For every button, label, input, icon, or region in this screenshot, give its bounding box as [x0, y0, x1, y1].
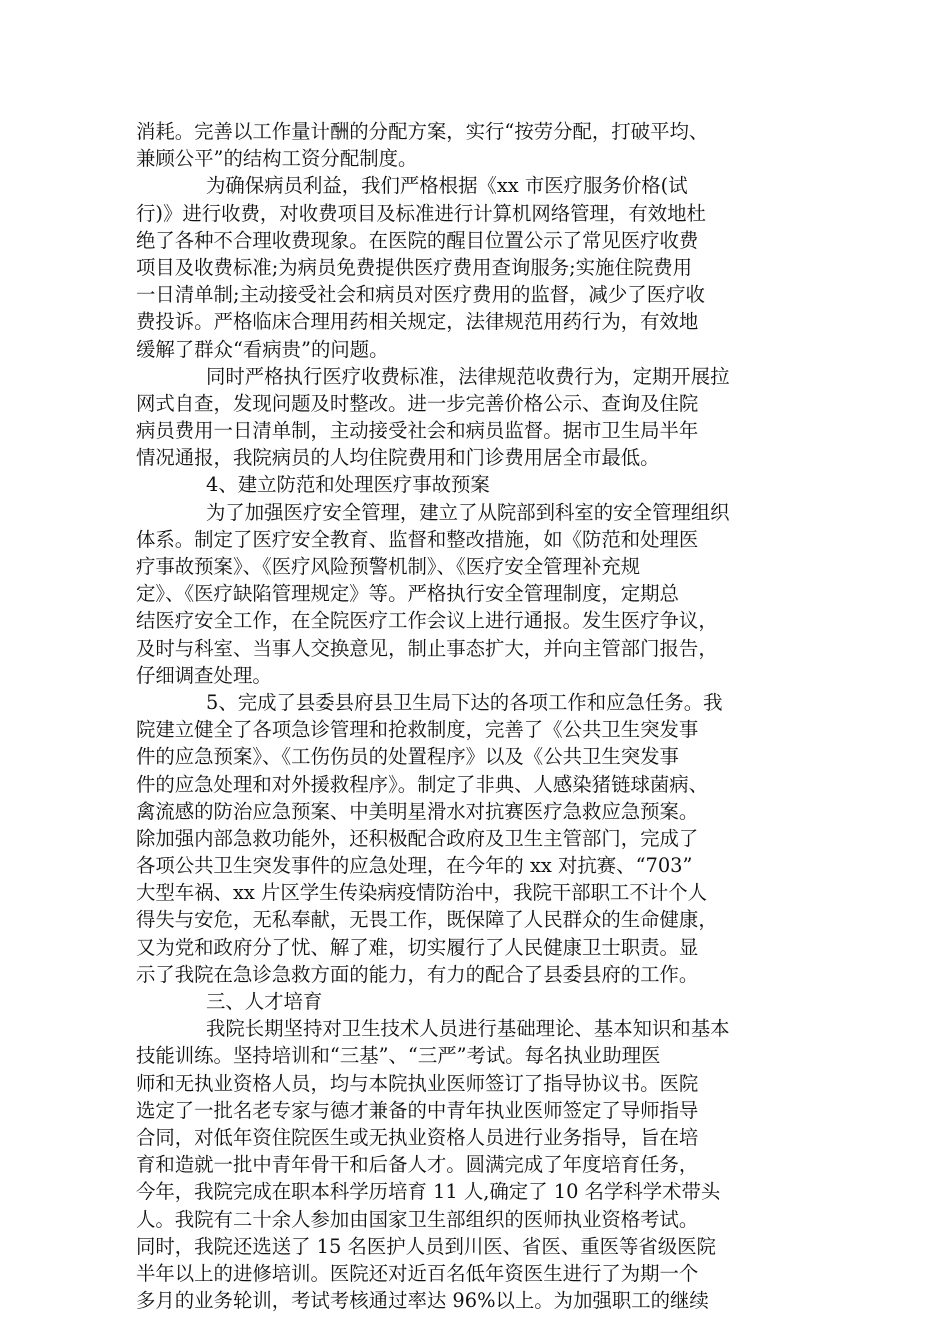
text-line: 仔细调查处理。: [136, 663, 272, 687]
text-line: 为了加强医疗安全管理，建立了从院部到科室的安全管理组织: [206, 500, 730, 524]
text-line: 合同，对低年资住院医生或无执业资格人员进行业务指导，旨在培: [136, 1125, 699, 1149]
text-line: 又为党和政府分了忧、解了难，切实履行了人民健康卫士职责。显: [136, 935, 699, 959]
text-line: 育和造就一批中青年骨干和后备人才。圆满完成了年度培育任务，: [136, 1153, 699, 1177]
text-line: 及时与科室、当事人交换意见，制止事态扩大，并向主管部门报告，: [136, 636, 718, 660]
text-line: 三、人才培育: [206, 990, 323, 1013]
text-line: 半年以上的进修培训。医院还对近百名低年资医生进行了为期一个: [136, 1261, 699, 1285]
text-line: 为确保病员利益，我们严格根据《xx 市医疗服务价格(试: [206, 174, 688, 198]
text-line: 4、建立防范和处理医疗事故预案: [206, 473, 490, 497]
text-line: 项目及收费标准;为病员免费提供医疗费用查询服务;实施住院费用: [136, 255, 693, 279]
text-line: 消耗。完善以工作量计酬的分配方案，实行“按劳分配，打破平均、: [136, 120, 709, 143]
text-line: 缓解了群众“看病贵”的问题。: [136, 337, 389, 361]
text-line: 一日清单制;主动接受社会和病员对医疗费用的监督，减少了医疗收: [136, 283, 705, 307]
document-body: [136, 118, 816, 1314]
text-line: 绝了各种不合理收费现象。在医院的醒目位置公示了常见医疗收费: [136, 228, 699, 252]
text-line: 病员费用一日清单制，主动接受社会和病员监督。据市卫生局半年: [136, 419, 699, 443]
text-line: 各项公共卫生突发事件的应急处理，在今年的 xx 对抗赛、“703”: [136, 854, 693, 878]
text-line: 行)》进行收费，对收费项目及标准进行计算机网络管理，有效地杜: [136, 201, 706, 225]
text-line: 网式自查，发现问题及时整改。进一步完善价格公示、查询及住院: [136, 391, 699, 415]
text-line: 费投诉。严格临床合理用药相关规定，法律规范用药行为，有效地: [136, 310, 699, 334]
text-line: 5、完成了县委县府县卫生局下达的各项工作和应急任务。我: [206, 690, 723, 714]
text-line: 禽流感的防治应急预案、中美明星滑水对抗赛医疗急救应急预案。: [136, 799, 699, 823]
text-line: 情况通报，我院病员的人均住院费用和门诊费用居全市最低。: [136, 446, 660, 470]
text-line: 我院长期坚持对卫生技术人员进行基础理论、基本知识和基本: [206, 1017, 730, 1041]
text-line: 除加强内部急救功能外，还积极配合政府及卫生主管部门，完成了: [136, 826, 699, 850]
text-line: 定》、《医疗缺陷管理规定》等。严格执行安全管理制度，定期总: [136, 582, 679, 606]
text-line: 疗事故预案》、《医疗风险预警机制》、《医疗安全管理补充规: [136, 555, 641, 578]
text-line: 院建立健全了各项急诊管理和抢救制度，完善了《公共卫生突发事: [136, 718, 699, 742]
text-line: 件的应急预案》、《工伤伤员的处置程序》以及《公共卫生突发事: [136, 745, 679, 769]
text-line: 得失与安危，无私奉献，无畏工作，既保障了人民群众的生命健康，: [136, 908, 718, 932]
text-line: 今年，我院完成在职本科学历培育 11 人,确定了 10 名学科学术带头: [136, 1180, 721, 1204]
text-line: 结医疗安全工作，在全院医疗工作会议上进行通报。发生医疗争议，: [136, 609, 718, 633]
text-line: 人。我院有二十余人参加由国家卫生部组织的医师执业资格考试。: [136, 1207, 699, 1231]
text-line: 体系。制定了医疗安全教育、监督和整改措施，如《防范和处理医: [136, 527, 699, 551]
text-line: 多月的业务轮训，考试考核通过率达 96%以上。为加强职工的继续: [136, 1289, 709, 1313]
text-line: 兼顾公平”的结构工资分配制度。: [136, 147, 418, 171]
text-line: 同时，我院还选送了 15 名医护人员到川医、省医、重医等省级医院: [136, 1234, 716, 1258]
text-line: 师和无执业资格人员，均与本院执业医师签订了指导协议书。医院: [136, 1071, 699, 1095]
text-line: 大型车祸、xx 片区学生传染病疫情防治中，我院干部职工不计个人: [136, 881, 707, 905]
text-line: 技能训练。坚持培训和“三基”、“三严”考试。每名执业助理医: [136, 1044, 661, 1068]
text-line: 选定了一批名老专家与德才兼备的中青年执业医师签定了导师指导: [136, 1098, 699, 1122]
text-line: 示了我院在急诊急救方面的能力，有力的配合了县委县府的工作。: [136, 962, 699, 986]
text-line: 件的应急处理和对外援救程序》。制定了非典、人感染猪链球菌病、: [136, 772, 709, 796]
text-line: 同时严格执行医疗收费标准，法律规范收费行为，定期开展拉: [206, 364, 730, 388]
